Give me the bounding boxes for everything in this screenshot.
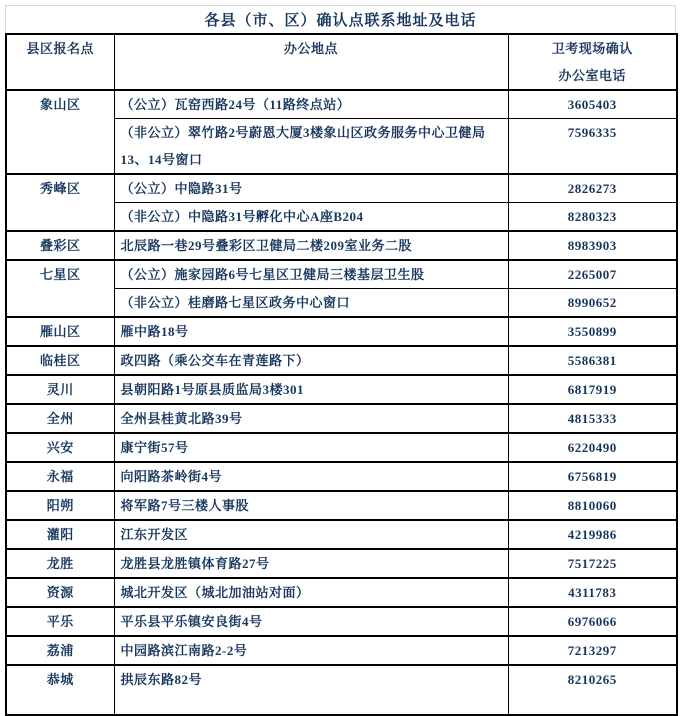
phone-cell: 2265007 <box>508 260 677 289</box>
table-row <box>6 174 677 203</box>
phone-cell: 8990652 <box>508 289 677 318</box>
district-cell: 秀峰区 <box>6 174 114 231</box>
district-cell: 恭城 <box>6 665 114 715</box>
table-row <box>6 231 677 260</box>
header-phone-line1: 卫考现场确认 <box>551 41 633 56</box>
district-cell: 临桂区 <box>6 346 114 375</box>
header-district: 县区报名点 <box>6 34 114 90</box>
address-cell: （公立）中隐路31号 <box>114 174 508 203</box>
table-row <box>6 636 677 665</box>
address-cell: （非公立）中隐路31号孵化中心A座B204 <box>114 203 508 232</box>
phone-cell: 4219986 <box>508 520 677 549</box>
address-cell: 江东开发区 <box>114 520 508 549</box>
phone-cell: 8810060 <box>508 491 677 520</box>
district-cell: 全州 <box>6 404 114 433</box>
address-cell: 将军路7号三楼人事股 <box>114 491 508 520</box>
phone-cell: 6817919 <box>508 375 677 404</box>
address-cell: 全州县桂黄北路39号 <box>114 404 508 433</box>
table-row <box>6 90 677 119</box>
table-row <box>6 491 677 520</box>
header-address: 办公地点 <box>114 34 508 90</box>
table-row <box>6 462 677 491</box>
district-cell: 资源 <box>6 578 114 607</box>
table-row <box>6 665 677 715</box>
header-phone <box>508 34 677 90</box>
district-cell: 七星区 <box>6 260 114 317</box>
district-cell: 象山区 <box>6 90 114 174</box>
district-cell: 阳朔 <box>6 491 114 520</box>
phone-cell: 3550899 <box>508 317 677 346</box>
address-cell: （非公立）翠竹路2号蔚恩大厦3楼象山区政务服务中心卫健局13、14号窗口 <box>114 119 508 175</box>
phone-cell: 8983903 <box>508 231 677 260</box>
phone-cell: 4311783 <box>508 578 677 607</box>
phone-cell: 6756819 <box>508 462 677 491</box>
table-header-row <box>6 34 677 90</box>
table-row <box>6 375 677 404</box>
table-row <box>6 520 677 549</box>
table-row <box>6 433 677 462</box>
address-cell: 政四路（乘公交车在青莲路下） <box>114 346 508 375</box>
address-cell: 向阳路茶岭街4号 <box>114 462 508 491</box>
contact-table <box>5 33 678 716</box>
document-sheet <box>5 5 676 716</box>
district-cell: 灌阳 <box>6 520 114 549</box>
phone-cell: 6220490 <box>508 433 677 462</box>
table-row <box>6 260 677 289</box>
district-cell: 兴安 <box>6 433 114 462</box>
district-cell: 叠彩区 <box>6 231 114 260</box>
district-cell: 永福 <box>6 462 114 491</box>
district-cell: 龙胜 <box>6 549 114 578</box>
table-row <box>6 607 677 636</box>
phone-cell: 7517225 <box>508 549 677 578</box>
phone-cell: 8280323 <box>508 203 677 232</box>
table-row <box>6 549 677 578</box>
phone-cell: 4815333 <box>508 404 677 433</box>
phone-cell: 2826273 <box>508 174 677 203</box>
address-cell: 康宁街57号 <box>114 433 508 462</box>
address-cell: 龙胜县龙胜镇体育路27号 <box>114 549 508 578</box>
district-cell: 荔浦 <box>6 636 114 665</box>
address-cell: （公立）瓦窑西路24号（11路终点站） <box>114 90 508 119</box>
table-row <box>6 404 677 433</box>
phone-cell: 5586381 <box>508 346 677 375</box>
phone-cell: 7596335 <box>508 119 677 175</box>
address-cell: 城北开发区（城北加油站对面） <box>114 578 508 607</box>
table-row <box>6 317 677 346</box>
district-cell: 灵川 <box>6 375 114 404</box>
address-cell: 拱辰东路82号 <box>114 665 508 715</box>
table-row <box>6 346 677 375</box>
page-title: 各县（市、区）确认点联系地址及电话 <box>5 5 676 33</box>
district-cell: 平乐 <box>6 607 114 636</box>
address-cell: 雁中路18号 <box>114 317 508 346</box>
table-row <box>6 578 677 607</box>
address-cell: 县朝阳路1号原县质监局3楼301 <box>114 375 508 404</box>
address-cell: （非公立）桂磨路七星区政务中心窗口 <box>114 289 508 318</box>
phone-cell: 7213297 <box>508 636 677 665</box>
table-body <box>6 34 677 715</box>
district-cell: 雁山区 <box>6 317 114 346</box>
phone-cell: 8210265 <box>508 665 677 715</box>
header-phone-line2: 办公室电话 <box>558 68 626 83</box>
address-cell: （公立）施家园路6号七星区卫健局三楼基层卫生股 <box>114 260 508 289</box>
address-cell: 北辰路一巷29号叠彩区卫健局二楼209室业务二股 <box>114 231 508 260</box>
phone-cell: 3605403 <box>508 90 677 119</box>
address-cell: 中园路滨江南路2-2号 <box>114 636 508 665</box>
phone-cell: 6976066 <box>508 607 677 636</box>
address-cell: 平乐县平乐镇安良街4号 <box>114 607 508 636</box>
